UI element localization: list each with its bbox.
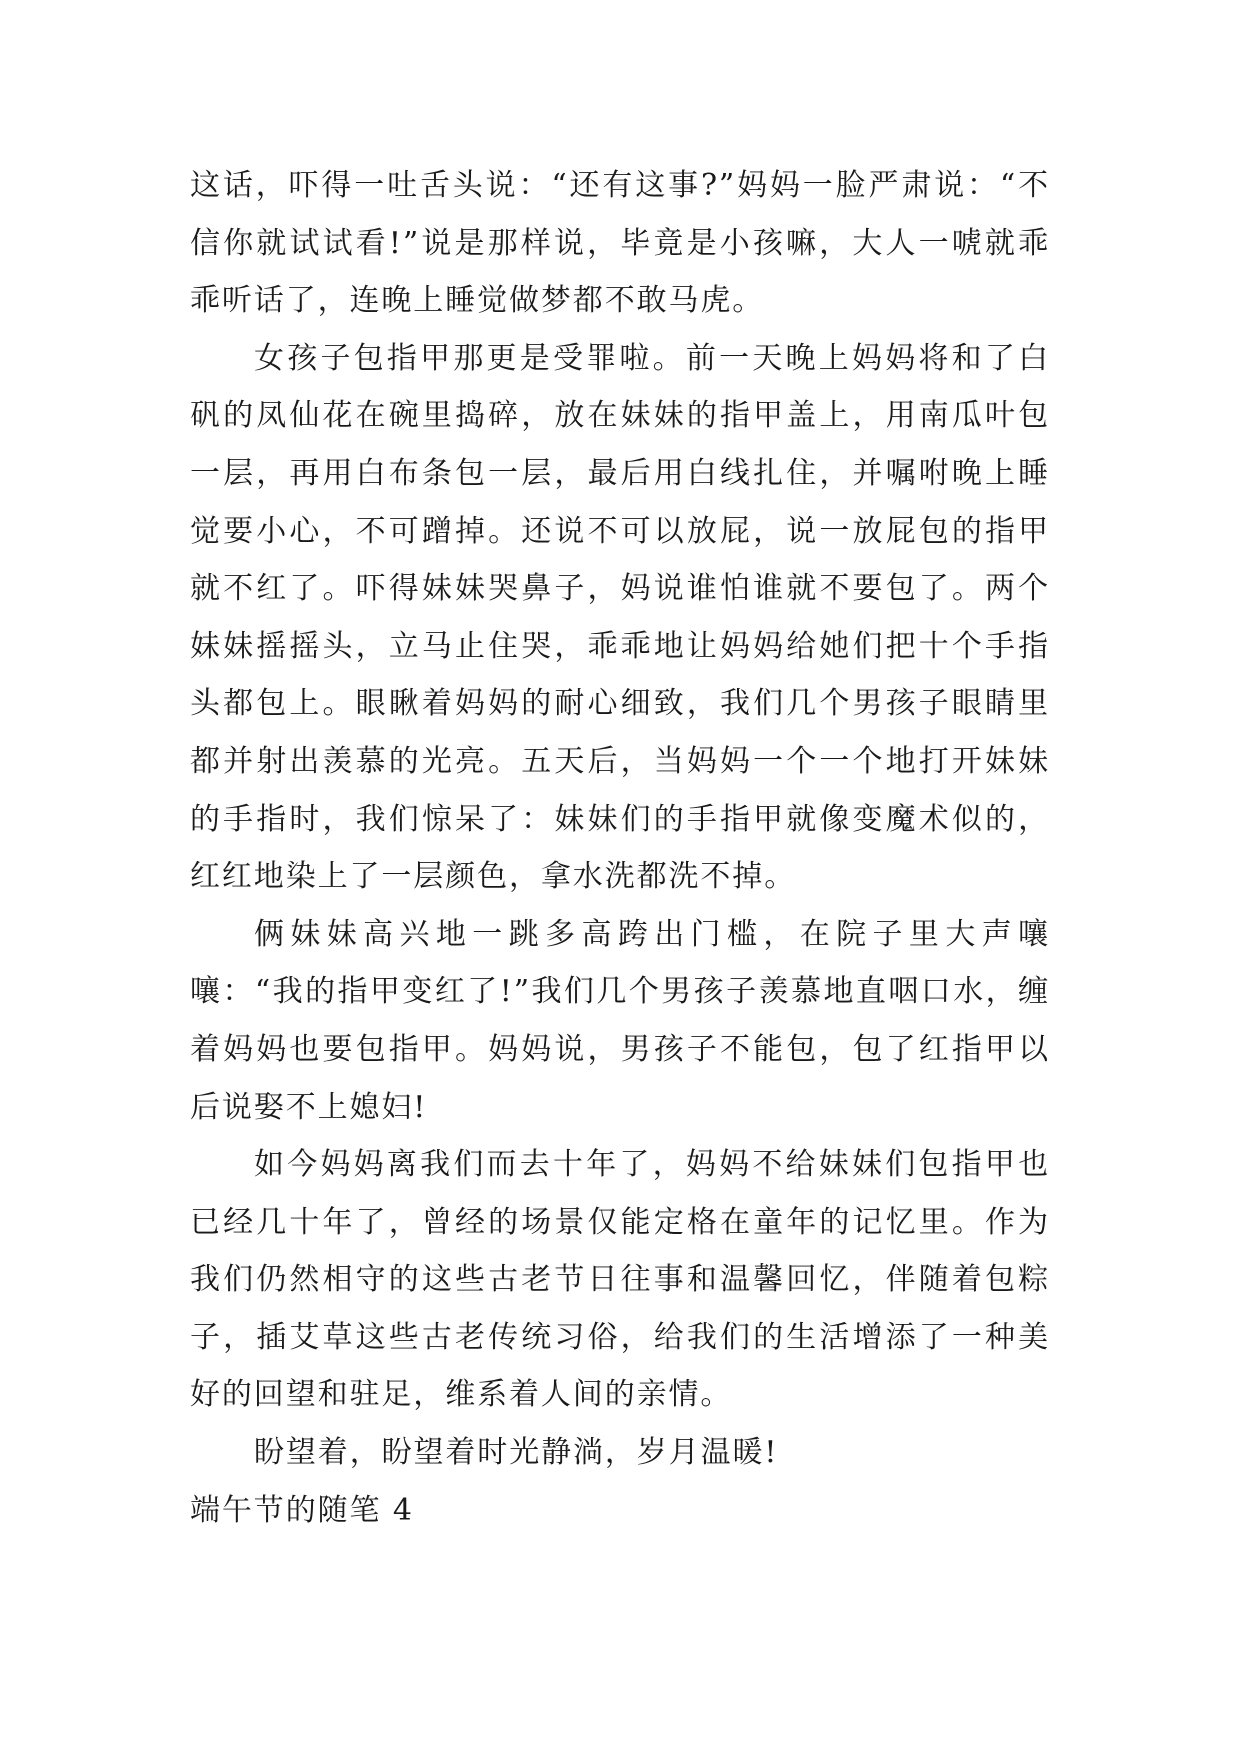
paragraph-nail-dyeing: 女孩子包指甲那更是受罪啦。前一天晚上妈妈将和了白矾的凤仙花在碗里捣碎，放在妹妹的指甲盖上，用南瓜叶包一层，再用白布条包一层，最后用白线扎住，并嘱咐晚上睡觉要小心，不可蹭掉。还说不可以放屁，说一放屁包的指甲就不红了。吓得妹妹哭鼻子，妈说谁怕谁就不要包了。两个妹妹摇摇头，立马止住哭，乖乖地让妈妈给她们把十个手指头都包上。眼瞅着妈妈的耐心细致，我们几个男孩子眼睛里都并射出羡慕的光亮。五天后，当妈妈一个一个地打开妹妹的手指时，我们惊呆了：妹妹们的手指甲就像变魔术似的，红红地染上了一层颜色，拿水洗都洗不掉。 [190,340,1050,895]
paragraph-continued: 这话，吓得一吐舌头说：“还有这事?”妈妈一脸严肃说：“不信你就试试看!”说是那样说，毕竟是小孩嘛，大人一唬就乖乖听话了，连晚上睡觉做梦都不敢马虎。 [190,168,1050,319]
paragraph-sisters-joy: 俩妹妹高兴地一跳多高跨出门槛，在院子里大声嚷嚷：“我的指甲变红了!”我们几个男孩子羡慕地直咽口水，缠着妈妈也要包指甲。妈妈说，男孩子不能包，包了红指甲以后说娶不上媳妇! [190,916,1050,1125]
document-body [190,157,1050,1539]
section-heading: 端午节的随笔 4 [190,1492,414,1528]
paragraph-memories: 如今妈妈离我们而去十年了，妈妈不给妹妹们包指甲也已经几十年了，曾经的场景仅能定格在童年的记忆里。作为我们仍然相守的这些古老节日往事和温馨回忆，伴随着包粽子，插艾草这些古老传统习俗，给我们的生活增添了一种美好的回望和驻足，维系着人间的亲情。 [190,1147,1050,1413]
paragraph-closing: 盼望着，盼望着时光静淌，岁月温暖! [254,1435,779,1471]
